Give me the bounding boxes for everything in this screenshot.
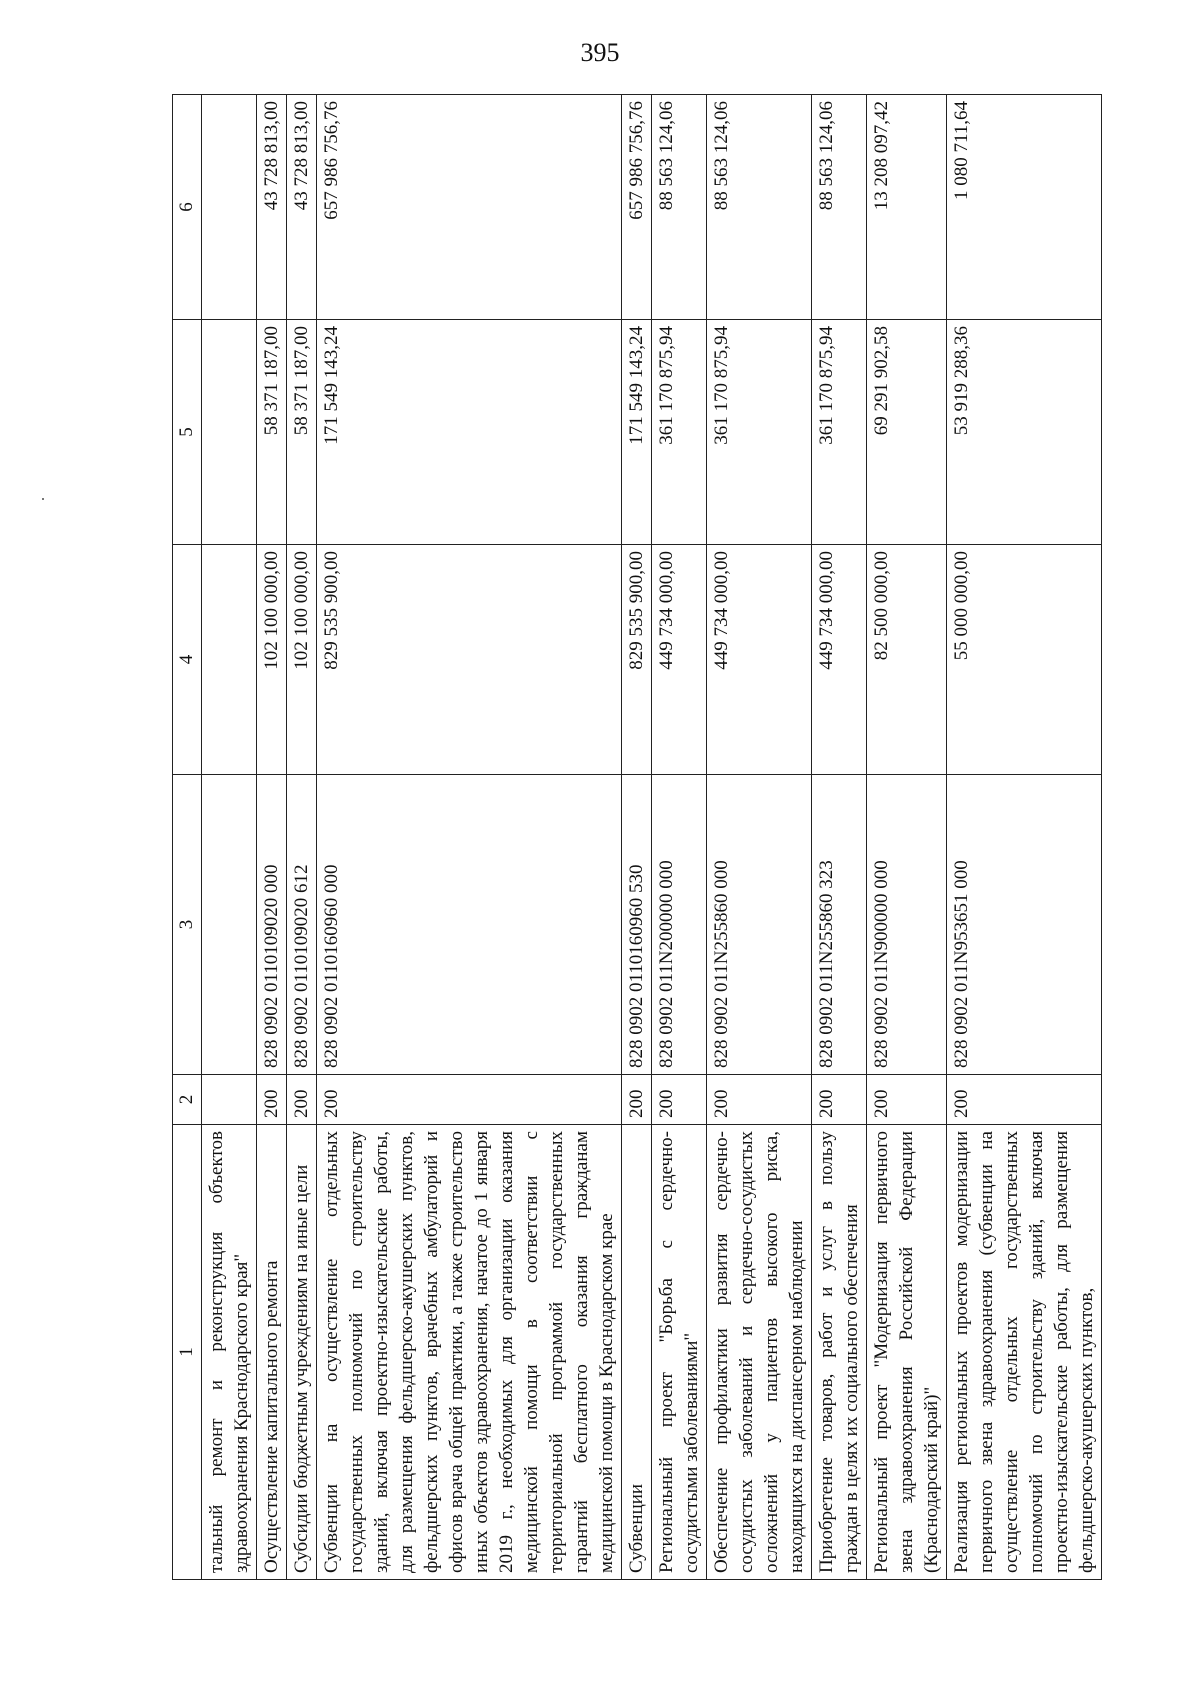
row-code-200: 200: [947, 1075, 1102, 1125]
row-value-col5: 69 291 902,58: [867, 320, 947, 545]
row-value-col6: 43 728 813,00: [287, 95, 317, 320]
column-header: 6: [173, 95, 202, 320]
row-description: Региональный проект "Модернизация первичного звена здравоохранения Российской Федерации (Краснодарский край)": [867, 1125, 947, 1580]
row-value-col6: [202, 95, 257, 320]
column-header: 3: [173, 775, 202, 1075]
row-classification-code: [202, 775, 257, 1075]
row-description: Субсидии бюджетным учреждениям на иные цели: [287, 1125, 317, 1580]
row-value-col5: 361 170 875,94: [812, 320, 867, 545]
row-value-col4: 55 000 000,00: [947, 545, 1102, 775]
row-classification-code: 828 0902 0110109020 612: [287, 775, 317, 1075]
row-description: Приобретение товаров, работ и услуг в пользу граждан в целях их социального обеспечения: [812, 1125, 867, 1580]
row-value-col4: 82 500 000,00: [867, 545, 947, 775]
row-classification-code: 828 0902 011N953651 000: [947, 775, 1102, 1075]
row-classification-code: 828 0902 0110109020 000: [257, 775, 287, 1075]
row-classification-code: 828 0902 0110160960 000: [317, 775, 622, 1075]
row-value-col5: 53 919 288,36: [947, 320, 1102, 545]
row-description: Осуществление капитального ремонта: [257, 1125, 287, 1580]
row-value-col5: 171 549 143,24: [317, 320, 622, 545]
row-value-col4: 102 100 000,00: [287, 545, 317, 775]
row-value-col4: [202, 545, 257, 775]
table-row: [947, 95, 1102, 1580]
table-row: [812, 95, 867, 1580]
row-description: Субвенции на осуществление отдельных государственных полномочий по строительству зданий, включая проектно-изыскательские работы, для размещения фельдшерско-акушерских пунктов, фельдшерских пунктов, врачебных амбулаторий и офисов врача общей практики, а также строительство иных объектов здравоохранения, начатое до 1 января 2019 г., необходимых для организации оказания медицинской помощи в соответствии с территориальной программой государственных гарантий бесплатного оказания гражданам медицинской помощи в Краснодарском крае: [317, 1125, 622, 1580]
column-header: 5: [173, 320, 202, 545]
row-description: Региональный проект "Борьба с сердечно-сосудистыми заболеваниями": [652, 1125, 707, 1580]
row-classification-code: 828 0902 011N200000 000: [652, 775, 707, 1075]
rotated-table-container: [172, 95, 1097, 1580]
row-value-col6: 657 986 756,76: [622, 95, 652, 320]
table-row: [257, 95, 287, 1580]
budget-table: [172, 94, 1102, 1580]
row-code-200: [202, 1075, 257, 1125]
row-description: Реализация региональных проектов модернизации первичного звена здравоохранения (субвенции на осуществление отдельных государственных полномочий по строительству зданий, включая проектно-изыскательские работы, для размещения фельдшерско-акушерских пунктов,: [947, 1125, 1102, 1580]
row-code-200: 200: [707, 1075, 812, 1125]
row-code-200: 200: [867, 1075, 947, 1125]
table-row: [317, 95, 622, 1580]
row-value-col4: 829 535 900,00: [622, 545, 652, 775]
column-header: 4: [173, 545, 202, 775]
table-row: [202, 95, 257, 1580]
row-classification-code: 828 0902 011N255860 000: [707, 775, 812, 1075]
table-row: [867, 95, 947, 1580]
row-value-col6: 88 563 124,06: [812, 95, 867, 320]
row-value-col4: 829 535 900,00: [317, 545, 622, 775]
row-value-col4: 449 734 000,00: [812, 545, 867, 775]
row-value-col6: 43 728 813,00: [257, 95, 287, 320]
scan-speck: [42, 498, 44, 500]
table-row: [287, 95, 317, 1580]
page-number: 395: [580, 38, 620, 67]
row-value-col4: 449 734 000,00: [707, 545, 812, 775]
row-value-col5: [202, 320, 257, 545]
row-description: Субвенции: [622, 1125, 652, 1580]
row-value-col5: 171 549 143,24: [622, 320, 652, 545]
table-row: [652, 95, 707, 1580]
row-value-col4: 102 100 000,00: [257, 545, 287, 775]
row-value-col5: 58 371 187,00: [287, 320, 317, 545]
row-value-col5: 361 170 875,94: [652, 320, 707, 545]
row-value-col6: 13 208 097,42: [867, 95, 947, 320]
row-code-200: 200: [317, 1075, 622, 1125]
table-row: [622, 95, 652, 1580]
row-classification-code: 828 0902 011N255860 323: [812, 775, 867, 1075]
row-value-col6: 88 563 124,06: [707, 95, 812, 320]
header-row: [173, 95, 202, 1580]
row-classification-code: 828 0902 011N900000 000: [867, 775, 947, 1075]
row-value-col5: 361 170 875,94: [707, 320, 812, 545]
row-code-200: 200: [652, 1075, 707, 1125]
row-classification-code: 828 0902 0110160960 530: [622, 775, 652, 1075]
row-code-200: 200: [622, 1075, 652, 1125]
row-description: Обеспечение профилактики развития сердечно-сосудистых заболеваний и сердечно-сосудистых осложнений у пациентов высокого риска, находящихся на диспансерном наблюдении: [707, 1125, 812, 1580]
row-value-col6: 88 563 124,06: [652, 95, 707, 320]
row-description: тальный ремонт и реконструкция объектов здравоохранения Краснодарского края": [202, 1125, 257, 1580]
column-header: 2: [173, 1075, 202, 1125]
row-value-col5: 58 371 187,00: [257, 320, 287, 545]
column-header: 1: [173, 1125, 202, 1580]
row-value-col4: 449 734 000,00: [652, 545, 707, 775]
table-row: [707, 95, 812, 1580]
row-value-col6: 1 080 711,64: [947, 95, 1102, 320]
row-code-200: 200: [812, 1075, 867, 1125]
row-code-200: 200: [287, 1075, 317, 1125]
row-code-200: 200: [257, 1075, 287, 1125]
row-value-col6: 657 986 756,76: [317, 95, 622, 320]
